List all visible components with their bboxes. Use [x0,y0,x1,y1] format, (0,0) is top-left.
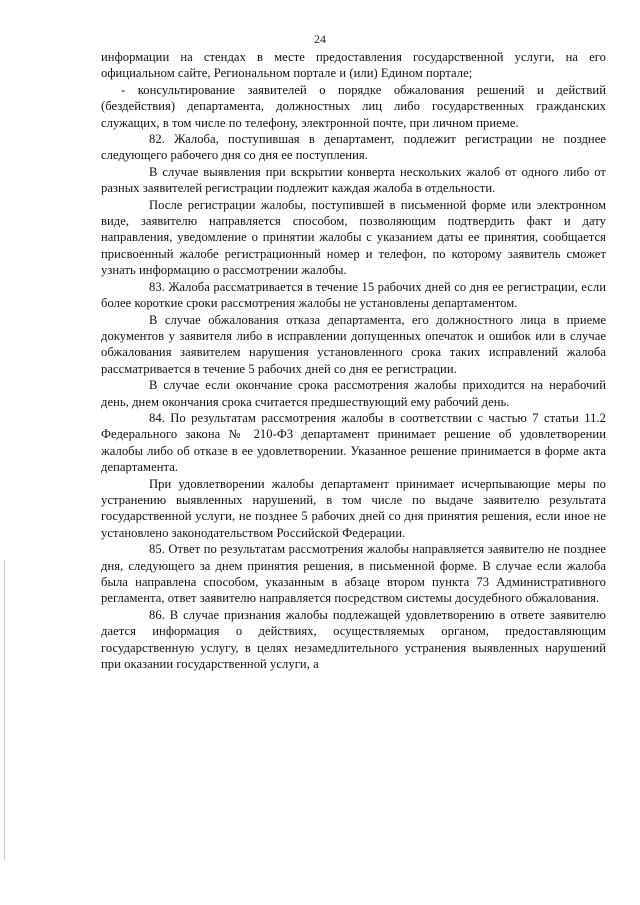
paragraph: После регистрации жалобы, поступившей в письменной форме или электронном виде, заявителю направляется способом, позволяющим подтвердить факт и дату направления, уведомление о принятии жалобы с указанием даты ее принятия, сообщается присвоенный жалобе регистрационный номер и телефон, по которому заявитель сможет узнать информацию о рассмотрении жалобы. [101,197,606,278]
paragraph: При удовлетворении жалобы департамент принимает исчерпывающие меры по устранению выявленных нарушений, в том числе по выдаче заявителю результата государственной услуги, не позднее 5 рабочих дней со дня принятия решения, если иное не установлено законодательством Российской Федерации. [101,476,606,540]
scan-edge-line [4,560,5,860]
paragraph-82: 82. Жалоба, поступившая в департамент, подлежит регистрации не позднее следующего рабочего дня со дня ее поступления. [101,132,606,163]
bullet-paragraph: - консультирование заявителей о порядке обжалования решений и действий (бездействия) департамента, должностных лиц либо государственных гражданских служащих, в том числе по телефону, электронной почте, при личном приеме. [101,82,606,130]
document-body [101,49,606,672]
paragraph-86: 86. В случае признания жалобы подлежащей удовлетворению в ответе заявителю дается информация о действиях, осуществляемых органом, предоставляющим государственную услугу, в целях незамедлительного устранения выявленных нарушений при оказании государственной услуги, а [101,607,606,672]
paragraph: информации на стендах в месте предоставления государственной услуги, на его официальном сайте, Региональном портале и (или) Едином портале; [101,50,606,81]
paragraph-85: 85. Ответ по результатам рассмотрения жалобы направляется заявителю не позднее дня, следующего за днем принятия решения, в письменной форме. В случае если жалоба была направлена способом, указанным в абзаце втором пункта 73 Административного регламента, ответ заявителю направляется посредством системы досудебного обжалования. [101,542,606,606]
paragraph: В случае выявления при вскрытии конверта нескольких жалоб от одного либо от разных заявителей регистрации подлежит каждая жалоба в отдельности. [101,164,606,196]
paragraph: В случае если окончание срока рассмотрения жалобы приходится на нерабочий день, днем окончания срока считается предшествующий ему рабочий день. [101,378,606,409]
paragraph: В случае обжалования отказа департамента, его должностного лица в приеме документов у заявителя либо в исправлении допущенных опечаток и ошибок или в случае обжалования заявителем нарушения установленного срока таких исправлений жалоба рассматривается в течение 5 рабочих дней со дня ее регистрации. [101,312,606,376]
page-number: 24 [314,32,326,46]
paragraph-83: 83. Жалоба рассматривается в течение 15 рабочих дней со дня ее регистрации, если более короткие сроки рассмотрения жалобы не установлены департаментом. [101,279,606,311]
paragraph-84: 84. По результатам рассмотрения жалобы в соответствии с частью 7 статьи 11.2 Федерального закона № 210-ФЗ департамент принимает решение об удовлетворении жалобы либо об отказе в ее удовлетворении. Указанное решение принимается в форме акта департамента. [101,410,606,475]
